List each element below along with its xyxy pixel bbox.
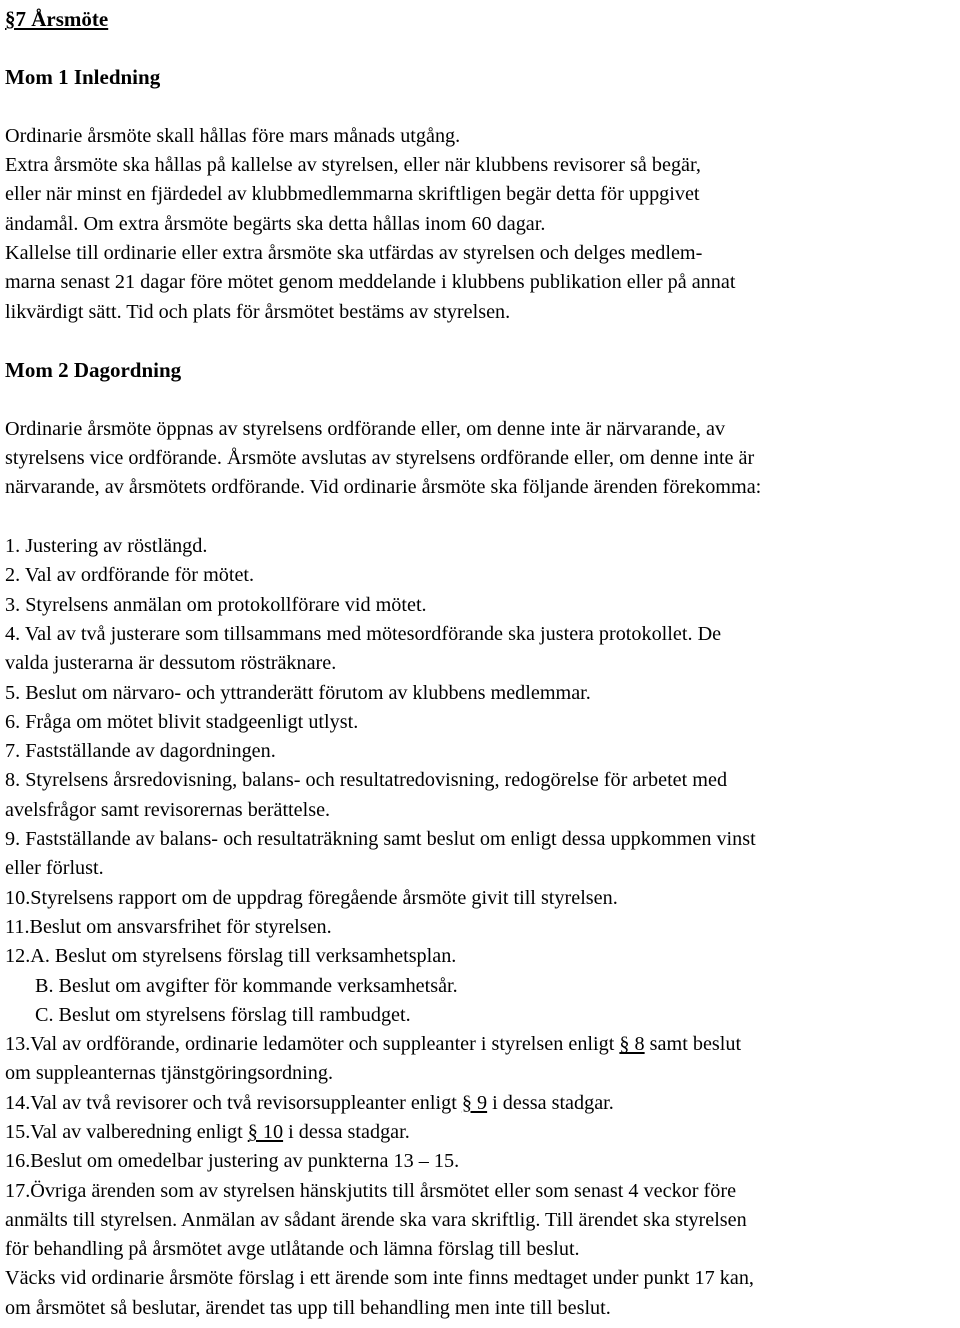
section-reference-link[interactable]: § 8 bbox=[619, 1033, 645, 1056]
section-title-text: §7 Årsmöte bbox=[5, 7, 109, 31]
text-line: likvärdigt sätt. Tid och plats för årsmötet bestäms av styrelsen. bbox=[5, 300, 511, 323]
section-title bbox=[5, 4, 955, 34]
list-sub-item: C. Beslut om styrelsens förslag till rambudget. bbox=[35, 1003, 411, 1026]
list-item: 16.Beslut om omedelbar justering av punkterna 13 – 15. bbox=[5, 1150, 460, 1173]
mom1-paragraph bbox=[5, 122, 955, 327]
list-item-text: 15.Val av valberedning enligt bbox=[5, 1120, 248, 1143]
list-item: avelsfrågor samt revisorernas berättelse. bbox=[5, 798, 331, 821]
list-item-text: 14.Val av två revisorer och två revisorsuppleanter enligt bbox=[5, 1091, 462, 1114]
list-item: 10.Styrelsens rapport om de uppdrag föregående årsmöte givit till styrelsen. bbox=[5, 886, 618, 909]
text-line: Extra årsmöte ska hållas på kallelse av styrelsen, eller när klubbens revisorer så begär, bbox=[5, 154, 701, 177]
spacer bbox=[5, 34, 955, 63]
text-line: styrelsens vice ordförande. Årsmöte avslutas av styrelsens ordförande eller, om denne inte är bbox=[5, 447, 755, 470]
list-item: 7. Fastställande av dagordningen. bbox=[5, 740, 276, 763]
text-line: anmälts till styrelsen. Anmälan av sådant ärende ska vara skriftlig. Till ärendet ska styrelsen bbox=[5, 1208, 747, 1231]
list-item bbox=[5, 1089, 955, 1118]
list-item-text: 13.Val av ordförande, ordinarie ledamöter och suppleanter i styrelsen enligt bbox=[5, 1033, 620, 1056]
list-item: 1. Justering av röstlängd. bbox=[5, 535, 208, 558]
mom2-heading: Mom 2 Dagordning bbox=[5, 358, 182, 383]
list-item: 6. Fråga om mötet blivit stadgeenligt utlyst. bbox=[5, 710, 359, 733]
list-item: 12.A. Beslut om styrelsens förslag till verksamhetsplan. bbox=[5, 945, 457, 968]
spacer bbox=[5, 386, 955, 415]
text-line: eller när minst en fjärdedel av klubbmedlemmarna skriftligen begär detta för uppgivet bbox=[5, 183, 700, 206]
list-item: 11.Beslut om ansvarsfrihet för styrelsen. bbox=[5, 915, 332, 938]
list-item: valda justerarna är dessutom rösträknare. bbox=[5, 652, 337, 675]
spacer bbox=[5, 327, 955, 356]
list-item: 3. Styrelsens anmälan om protokollförare vid mötet. bbox=[5, 593, 427, 616]
text-line: marna senast 21 dagar före mötet genom meddelande i klubbens publikation eller på annat bbox=[5, 271, 736, 294]
list-item: eller förlust. bbox=[5, 857, 104, 880]
text-line: Ordinarie årsmöte öppnas av styrelsens ordförande eller, om denne inte är närvarande, av bbox=[5, 417, 726, 440]
list-item bbox=[5, 1118, 955, 1147]
mom1-heading: Mom 1 Inledning bbox=[5, 65, 161, 90]
list-sub-item: B. Beslut om avgifter för kommande verksamhetsår. bbox=[35, 974, 458, 997]
text-line: om årsmötet så beslutar, ärendet tas upp till behandling men inte till beslut. bbox=[5, 1296, 611, 1319]
list-item: 5. Beslut om närvaro- och yttranderätt förutom av klubbens medlemmar. bbox=[5, 681, 591, 704]
list-item-text: i dessa stadgar. bbox=[487, 1091, 614, 1114]
list-item: 17.Övriga ärenden som av styrelsen hänskjutits till årsmötet eller som senast 4 veckor före bbox=[5, 1179, 737, 1202]
list-item: om suppleanternas tjänstgöringsordning. bbox=[5, 1062, 333, 1085]
list-item: 9. Fastställande av balans- och resultaträkning samt beslut om enligt dessa uppkommen vinst bbox=[5, 828, 756, 851]
text-line: ändamål. Om extra årsmöte begärts ska detta hållas inom 60 dagar. bbox=[5, 212, 546, 235]
list-item bbox=[5, 1030, 955, 1059]
list-item: 4. Val av två justerare som tillsammans med mötesordförande ska justera protokollet. De bbox=[5, 622, 722, 645]
list-item-text: samt beslut bbox=[644, 1033, 742, 1056]
spacer bbox=[5, 503, 955, 532]
text-line: för behandling på årsmötet avge utlåtande och lämna förslag till beslut. bbox=[5, 1238, 580, 1261]
section-reference-link[interactable]: § 9 bbox=[461, 1091, 488, 1114]
section-reference-link[interactable]: § 10 bbox=[247, 1120, 284, 1143]
list-item-text: i dessa stadgar. bbox=[283, 1120, 410, 1143]
mom2-intro bbox=[5, 415, 955, 503]
text-line: Kallelse till ordinarie eller extra årsmöte ska utfärdas av styrelsen och delges medlem- bbox=[5, 242, 703, 265]
text-line: Väcks vid ordinarie årsmöte förslag i ett ärende som inte finns medtaget under punkt 17 kan, bbox=[5, 1267, 754, 1290]
spacer bbox=[5, 93, 955, 122]
text-line: närvarande, av årsmötets ordförande. Vid ordinarie årsmöte ska följande ärenden förekomma: bbox=[5, 476, 762, 499]
text-line: Ordinarie årsmöte skall hållas före mars månads utgång. bbox=[5, 124, 461, 147]
list-item: 8. Styrelsens årsredovisning, balans- och resultatredovisning, redogörelse för arbetet med bbox=[5, 769, 728, 792]
list-item: 2. Val av ordförande för mötet. bbox=[5, 564, 255, 587]
agenda-list bbox=[5, 532, 955, 1323]
